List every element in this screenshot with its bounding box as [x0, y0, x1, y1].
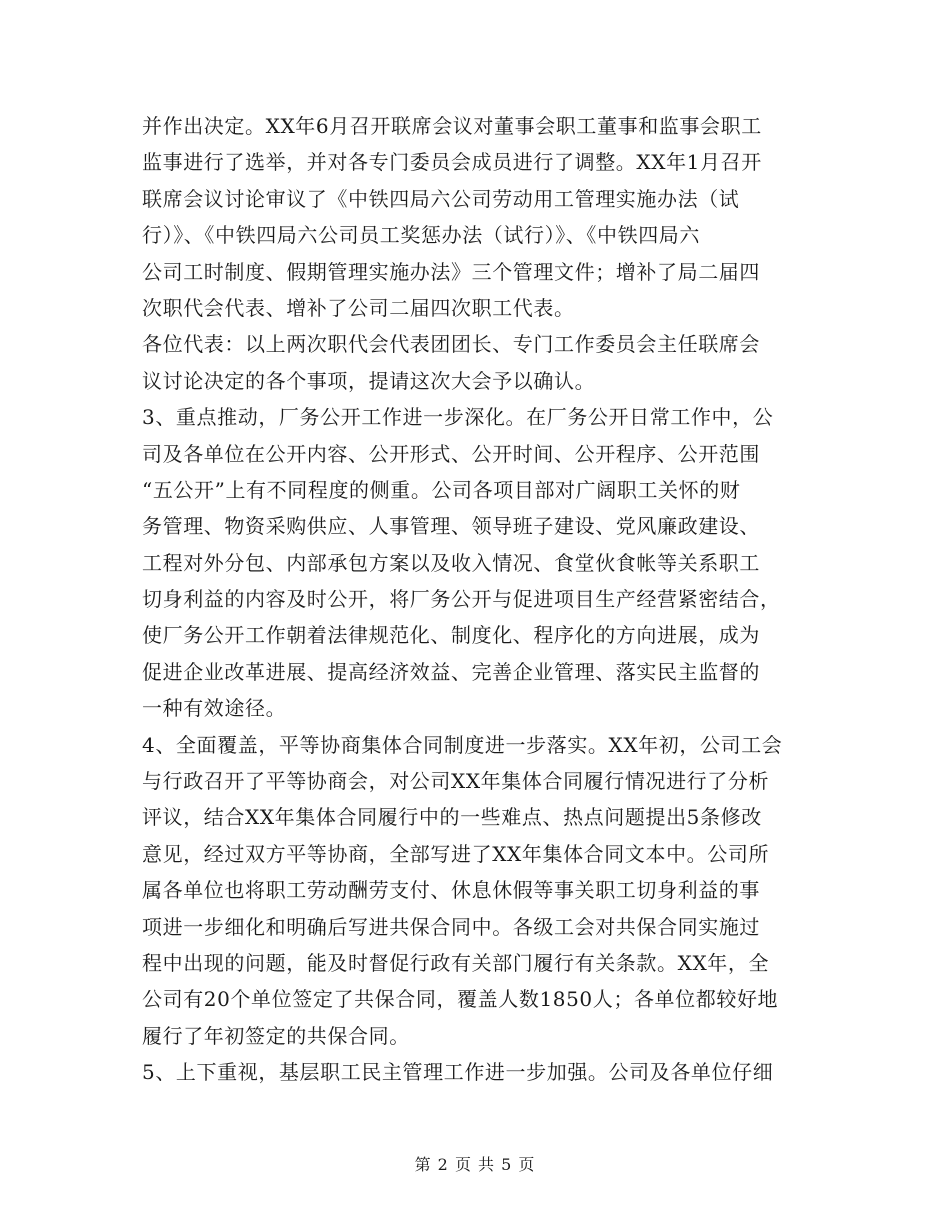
text-line: “五公开”上有不同程度的侧重。公司各项目部对广阔职工关怀的财: [142, 477, 741, 502]
text-line: 程中出现的问题，能及时督促行政有关部门履行有关条款。XX年，全: [142, 950, 770, 975]
text-line: 4、全面覆盖，平等协商集体合同制度进一步落实。XX年初，公司工会: [142, 732, 783, 757]
text-line: 议讨论决定的各个事项，提请这次大会予以确认。: [142, 368, 596, 393]
text-line: 意见，经过双方平等协商，全部写进了XX年集体合同文本中。公司所: [142, 841, 770, 866]
text-line: 与行政召开了平等协商会，对公司XX年集体合同履行情况进行了分析: [142, 769, 770, 794]
page-footer: 第 2 页 共 5 页: [414, 1155, 536, 1174]
text-line: 务管理、物资采购供应、人事管理、领导班子建设、党风廉政建设、: [142, 514, 760, 539]
text-line: 监事进行了选举，并对各专门委员会成员进行了调整。XX年1月召开: [142, 150, 762, 175]
text-line: 促进企业改革进展、提高经济效益、完善企业管理、落实民主监督的: [142, 659, 760, 684]
text-line: 行）》、《中铁四局六公司员工奖惩办法（试行）》、《中铁四局六: [142, 223, 700, 248]
text-line: 联席会议讨论审议了《中铁四局六公司劳动用工管理实施办法（试: [142, 186, 740, 211]
text-line: 各位代表：以上两次职代会代表团团长、专门工作委员会主任联席会: [142, 332, 760, 357]
text-line: 并作出决定。XX年6月召开联席会议对董事会职工董事和监事会职工: [142, 114, 762, 138]
text-line: 公司工时制度、假期管理实施办法》三个管理文件；增补了局二届四: [142, 259, 760, 284]
text-line: 评议，结合XX年集体合同履行中的一些难点、热点问题提出5条修改: [142, 805, 762, 830]
text-line: 工程对外分包、内部承包方案以及收入情况、食堂伙食帐等关系职工: [142, 550, 760, 575]
text-line: 使厂务公开工作朝着法律规范化、制度化、程序化的方向进展，成为: [142, 623, 760, 648]
text-line: 3、重点推动，厂务公开工作进一步深化。在厂务公开日常工作中，公: [142, 405, 774, 430]
text-line: 属各单位也将职工劳动酬劳支付、休息休假等事关职工切身利益的事: [142, 878, 760, 903]
text-line: 切身利益的内容及时公开，将厂务公开与促进项目生产经营紧密结合，: [142, 587, 781, 612]
text-line: 履行了年初签定的共保合同。: [142, 1023, 410, 1048]
text-line: 项进一步细化和明确后写进共保合同中。各级工会对共保合同实施过: [142, 914, 760, 939]
text-line: 5、上下重视，基层职工民主管理工作进一步加强。公司及各单位仔细: [142, 1060, 774, 1085]
text-line: 一种有效途径。: [142, 696, 287, 721]
text-line: 公司有20个单位签定了共保合同，覆盖人数1850人；各单位都较好地: [142, 987, 779, 1012]
text-line: 次职代会代表、增补了公司二届四次职工代表。: [142, 295, 575, 320]
document-body: [142, 108, 822, 1091]
text-line: 司及各单位在公开内容、公开形式、公开时间、公开程序、公开范围: [142, 441, 760, 466]
